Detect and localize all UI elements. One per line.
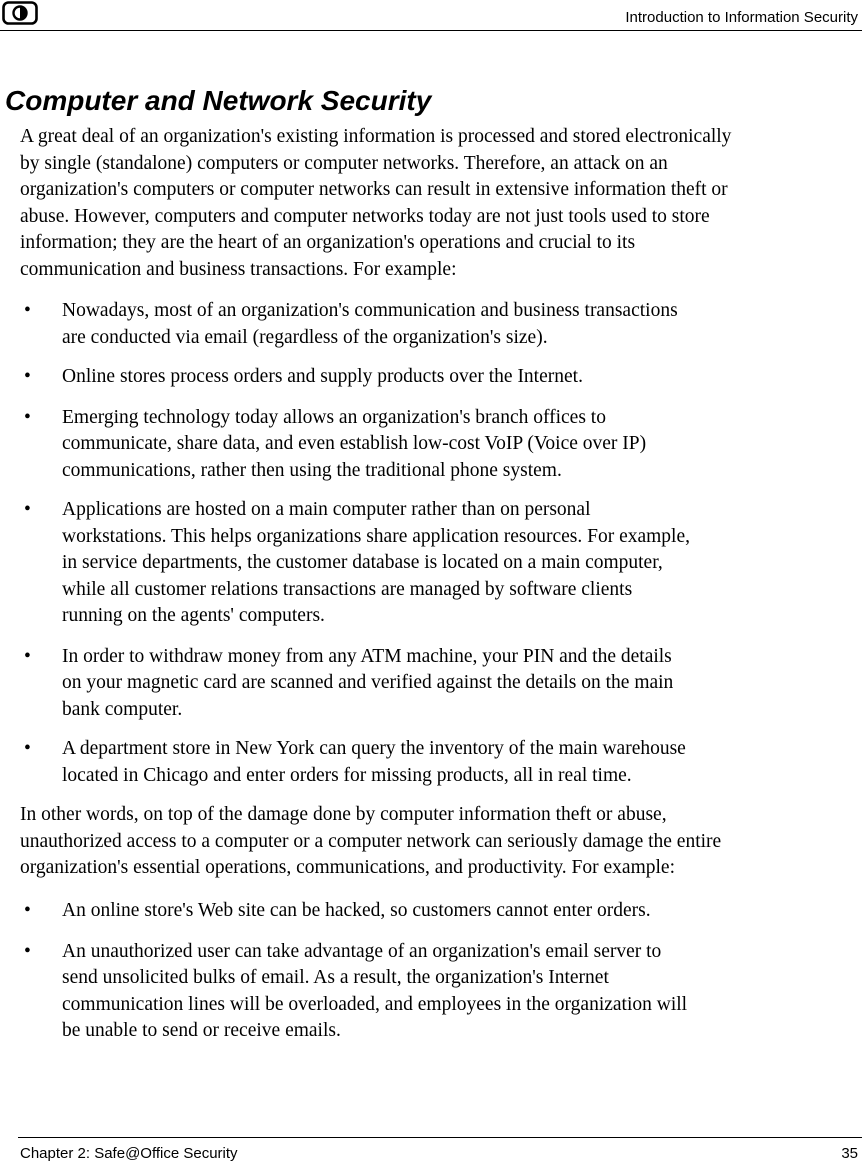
list-item-line: Emerging technology today allows an organization's branch offices to: [62, 406, 606, 428]
bullet-icon: •: [24, 406, 31, 428]
list-item-line: communicate, share data, and even establish low-cost VoIP (Voice over IP): [62, 433, 647, 454]
section-title: Computer and Network Security: [5, 85, 432, 116]
list-item-line: A department store in New York can query the inventory of the main warehouse: [62, 738, 686, 759]
paragraph-line: organization's essential operations, communications, and productivity. For example:: [20, 857, 675, 878]
list-item-line: An unauthorized user can take advantage of an organization's email server to: [62, 940, 662, 962]
list-item: [20, 644, 860, 724]
paragraph-line: In other words, on top of the damage done by computer information theft or abuse,: [20, 804, 667, 825]
paragraph-line: A great deal of an organization's existing information is processed and stored electronically: [20, 126, 732, 147]
paragraph-line: abuse. However, computers and computer networks today are not just tools used to store: [20, 205, 710, 227]
list-item-line: An online store's Web site can be hacked, so customers cannot enter orders.: [62, 900, 651, 921]
list-item-line: Online stores process orders and supply products over the Internet.: [62, 366, 583, 387]
list-item: [20, 298, 860, 351]
list-item-line: communications, rather then using the traditional phone system.: [62, 459, 562, 481]
list-item-line: are conducted via email (regardless of the organization's size).: [62, 326, 548, 348]
list-item: [20, 898, 860, 925]
bullet-icon: •: [24, 900, 31, 921]
check-point-logo-icon: [2, 1, 38, 25]
list-item: [20, 405, 860, 485]
list-item-line: located in Chicago and enter orders for missing products, all in real time.: [62, 764, 632, 786]
list-item-line: be unable to send or receive emails.: [62, 1020, 341, 1041]
list-item: [20, 939, 860, 1045]
list-item-line: on your magnetic card are scanned and verified against the details on the main: [62, 672, 674, 693]
intro-paragraph: [20, 124, 858, 283]
bullet-icon: •: [24, 499, 31, 520]
footer-divider: [18, 1137, 862, 1138]
list-item: [20, 497, 860, 630]
list-item-line: bank computer.: [62, 698, 183, 720]
running-header-title: Introduction to Information Security: [625, 9, 858, 26]
list-item-line: in service departments, the customer database is located on a main computer,: [62, 552, 663, 573]
list-item-line: workstations. This helps organizations share application resources. For example,: [62, 525, 691, 547]
list-item-line: Nowadays, most of an organization's communication and business transactions: [62, 300, 678, 321]
bullet-icon: •: [24, 940, 31, 962]
paragraph-line: unauthorized access to a computer or a computer network can seriously damage the entire: [20, 830, 722, 852]
list-item: [20, 736, 860, 789]
list-item: [20, 364, 860, 391]
list-item-line: communication lines will be overloaded, and employees in the organization will: [62, 993, 688, 1015]
paragraph-line: information; they are the heart of an organization's operations and crucial to its: [20, 232, 636, 253]
list-item-line: send unsolicited bulks of email. As a result, the organization's Internet: [62, 967, 609, 988]
damage-examples-list: [20, 898, 860, 1045]
list-item-line: In order to withdraw money from any ATM machine, your PIN and the details: [62, 645, 672, 667]
bullet-icon: •: [24, 645, 31, 667]
paragraph-line: organization's computers or computer networks can result in extensive information theft or: [20, 179, 728, 200]
page-number: 35: [841, 1145, 858, 1162]
bullet-icon: •: [24, 738, 31, 759]
bullet-icon: •: [24, 366, 31, 387]
bullet-icon: •: [24, 300, 31, 321]
list-item-line: Applications are hosted on a main computer rather than on personal: [62, 499, 591, 520]
paragraph-line: by single (standalone) computers or computer networks. Therefore, an attack on an: [20, 152, 668, 174]
consequence-paragraph: [20, 802, 858, 882]
examples-list: [20, 298, 860, 789]
page-header: [0, 0, 862, 31]
header-divider: [0, 30, 862, 31]
footer-chapter: Chapter 2: Safe@Office Security: [20, 1145, 238, 1162]
list-item-line: while all customer relations transactions are managed by software clients: [62, 578, 633, 600]
list-item-line: running on the agents' computers.: [62, 605, 325, 626]
paragraph-line: communication and business transactions. For example:: [20, 258, 457, 280]
